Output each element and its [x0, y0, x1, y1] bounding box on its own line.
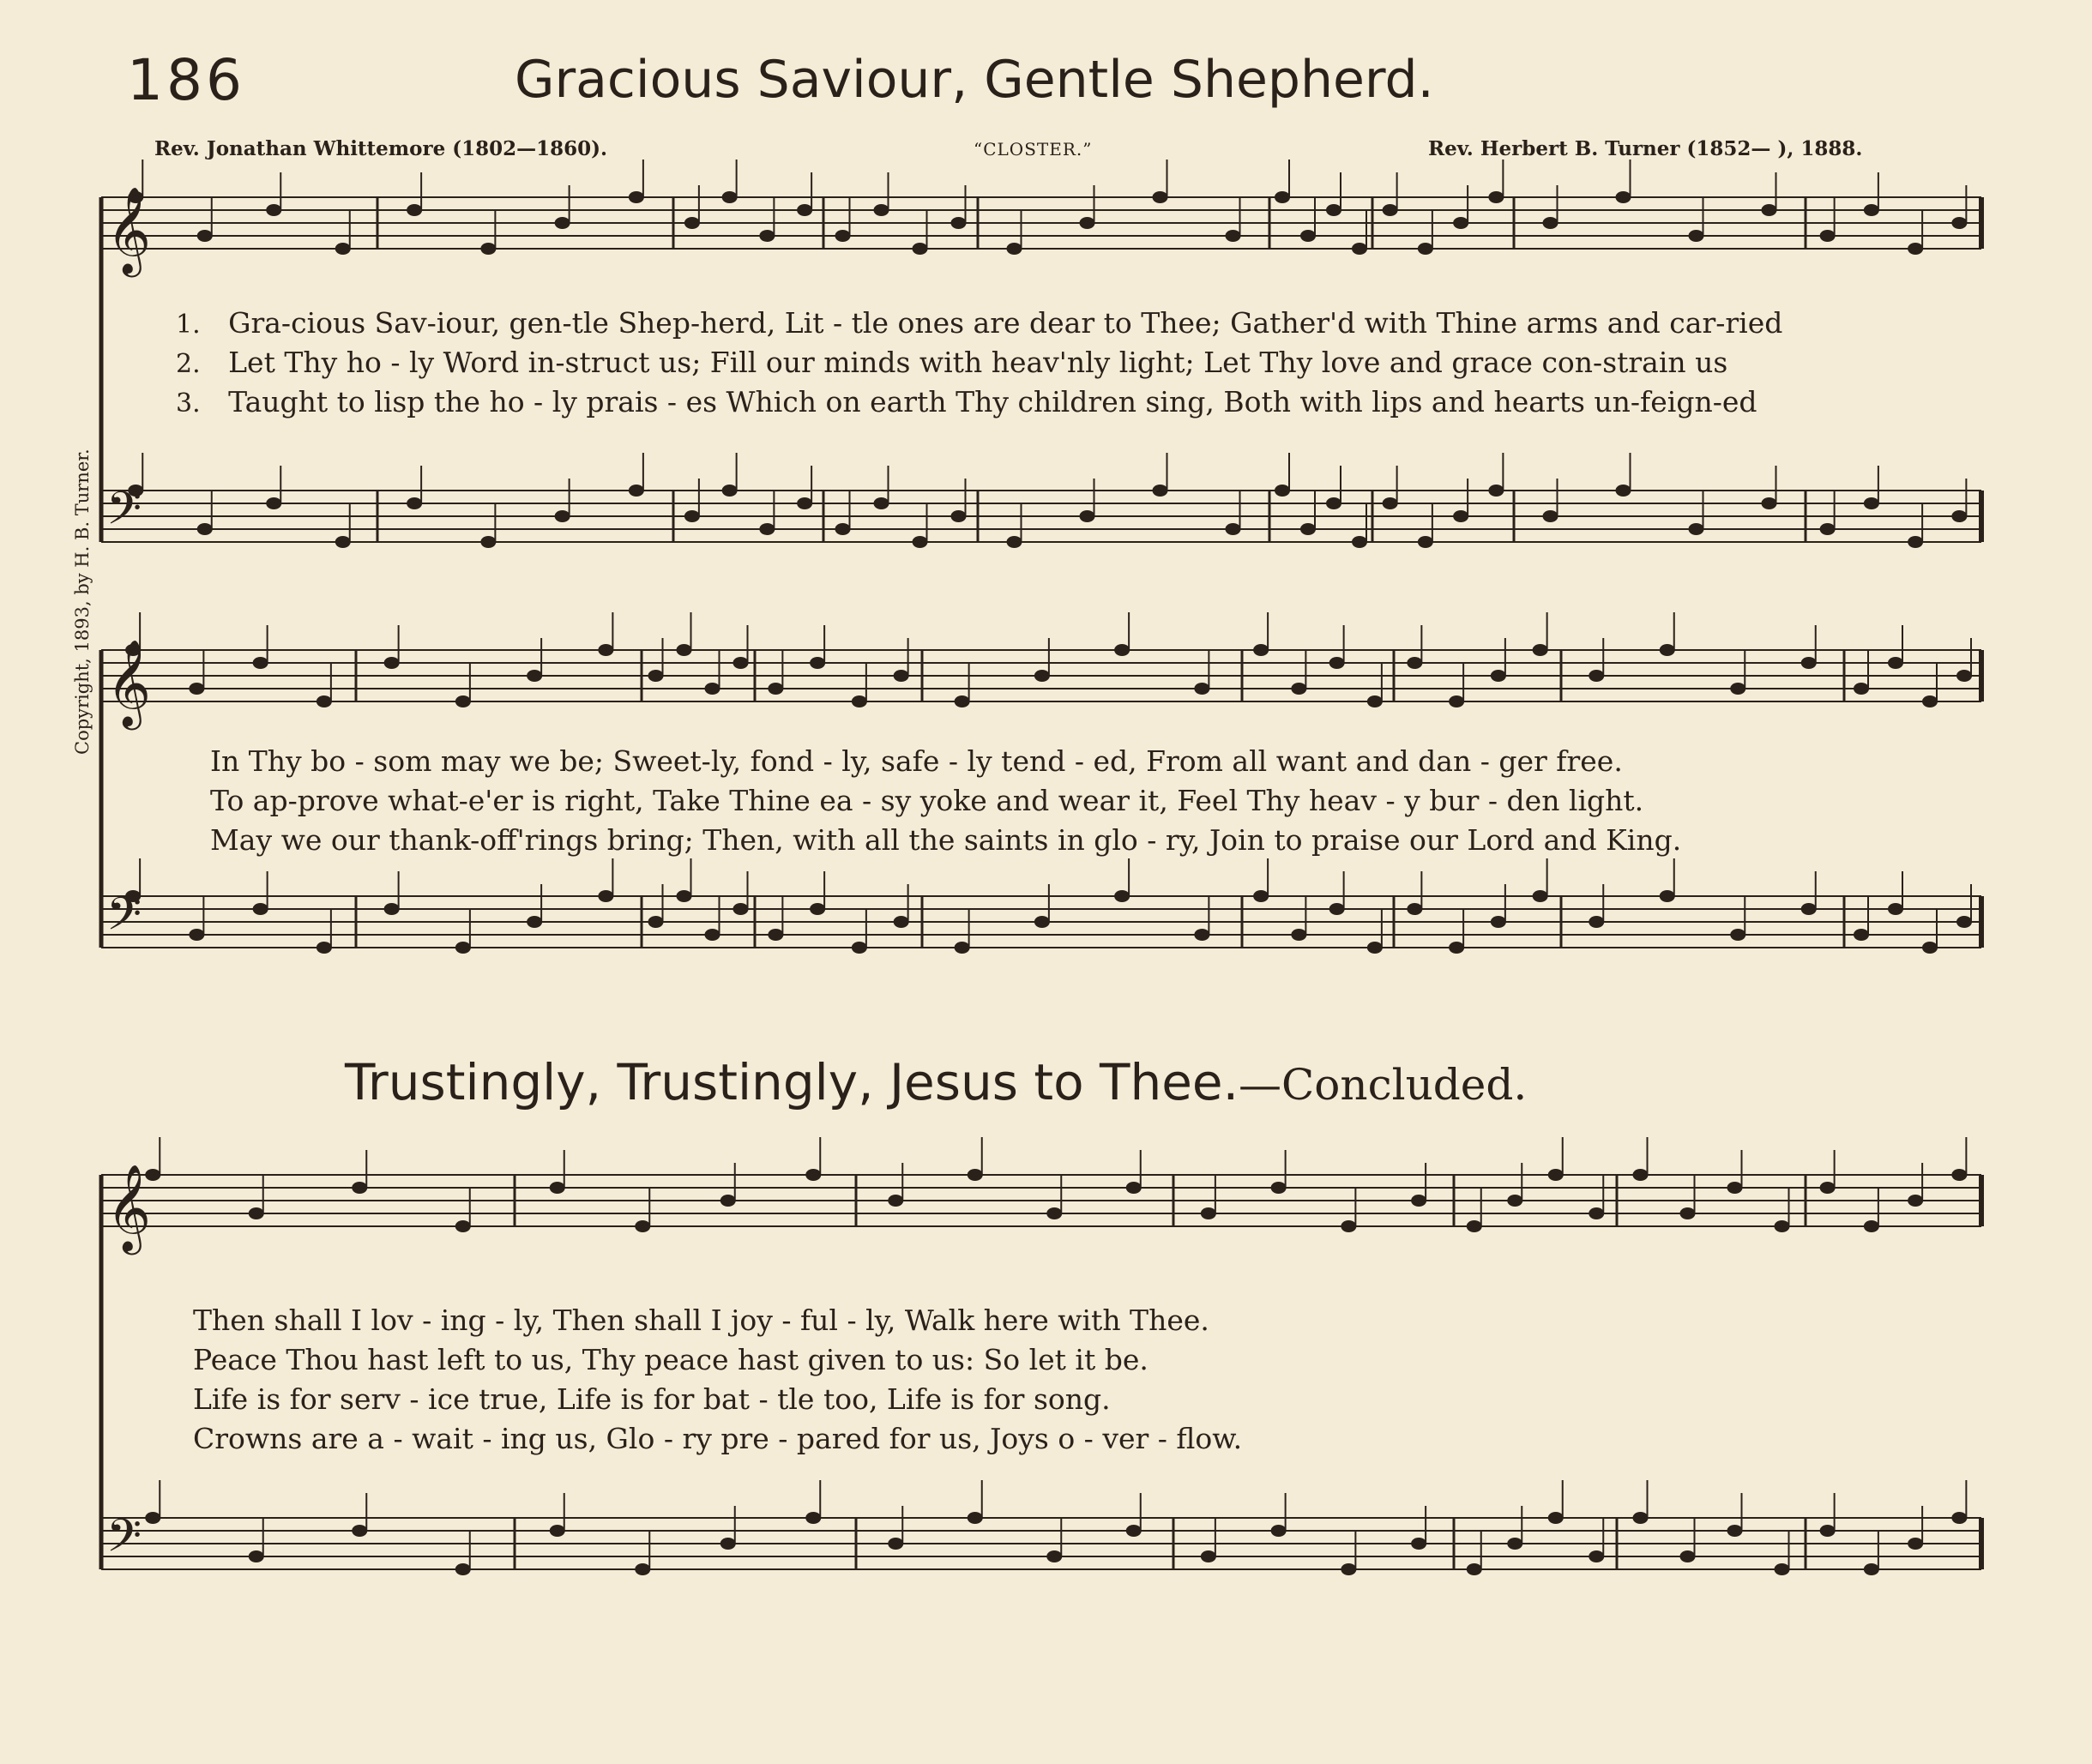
author-credit: Rev. Jonathan Whittemore (1802—1860).: [154, 137, 608, 160]
verse-1-line-2: In Thy bo - som may we be; Sweet-ly, fond - ly, safe - ly tend - ed, From all want and dan - ger free.: [210, 744, 1623, 778]
bass-clef-icon: 𝄢: [106, 1510, 142, 1574]
concluded-subtitle: —Concluded.: [1239, 1060, 1528, 1110]
verse-number: 3.: [176, 388, 201, 418]
clef-icons: [106, 185, 151, 1574]
treble-clef-icon: 𝄞: [106, 185, 152, 274]
composer-credit: Rev. Herbert B. Turner (1852— ), 1888.: [1428, 137, 1863, 160]
concluded-lyric-2: Peace Thou hast left to us, Thy peace hast given to us: So let it be.: [193, 1343, 1148, 1376]
hymn-title: Gracious Saviour, Gentle Shepherd.: [515, 50, 1434, 110]
verse-1-line-1: [176, 306, 1782, 340]
lyric-text: Gra-cious Sav-iour, gen-tle Shep-herd, Lit - tle ones are dear to Thee; Gather'd with Thine arms and car-ried: [228, 306, 1783, 340]
concluded-title: [345, 1053, 1527, 1111]
copyright-notice: Copyright, 1893, by H. B. Turner.: [72, 449, 93, 755]
verse-number: 1.: [176, 310, 201, 340]
treble-clef-icon: 𝄞: [106, 638, 152, 726]
concluded-lyric-3: Life is for serv - ice true, Life is for bat - tle too, Life is for song.: [193, 1382, 1111, 1416]
concluded-main-title: Trustingly, Trustingly, Jesus to Thee.: [345, 1053, 1239, 1111]
bass-clef-icon: 𝄢: [106, 888, 142, 952]
treble-clef-icon: 𝄞: [106, 1163, 152, 1251]
verse-3-line-1: [176, 385, 1757, 418]
verse-2-line-1: [176, 346, 1727, 379]
concluded-lyric-1: Then shall I lov - ing - ly, Then shall I joy - ful - ly, Walk here with Thee.: [193, 1303, 1209, 1337]
verse-3-line-2: May we our thank-off'rings bring; Then, with all the saints in glo - ry, Join to praise our Lord and King.: [210, 823, 1682, 857]
hymn-number: 186: [127, 47, 245, 113]
bass-clef-icon: 𝄢: [106, 483, 142, 546]
lyric-text: Let Thy ho - ly Word in-struct us; Fill our minds with heav'nly light; Let Thy love and grace con-strain us: [228, 346, 1728, 379]
concluded-lyric-4: Crowns are a - wait - ing us, Glo - ry pre - pared for us, Joys o - ver - flow.: [193, 1422, 1243, 1455]
verse-number: 2.: [176, 349, 201, 379]
verse-2-line-2: To ap-prove what-e'er is right, Take Thine ea - sy yoke and wear it, Feel Thy heav - y bur - den light.: [210, 784, 1644, 817]
tune-name: “CLOSTER.”: [974, 139, 1093, 160]
lyric-text: Taught to lisp the ho - ly prais - es Which on earth Thy children sing, Both with lips and hearts un-feign-ed: [228, 385, 1757, 418]
